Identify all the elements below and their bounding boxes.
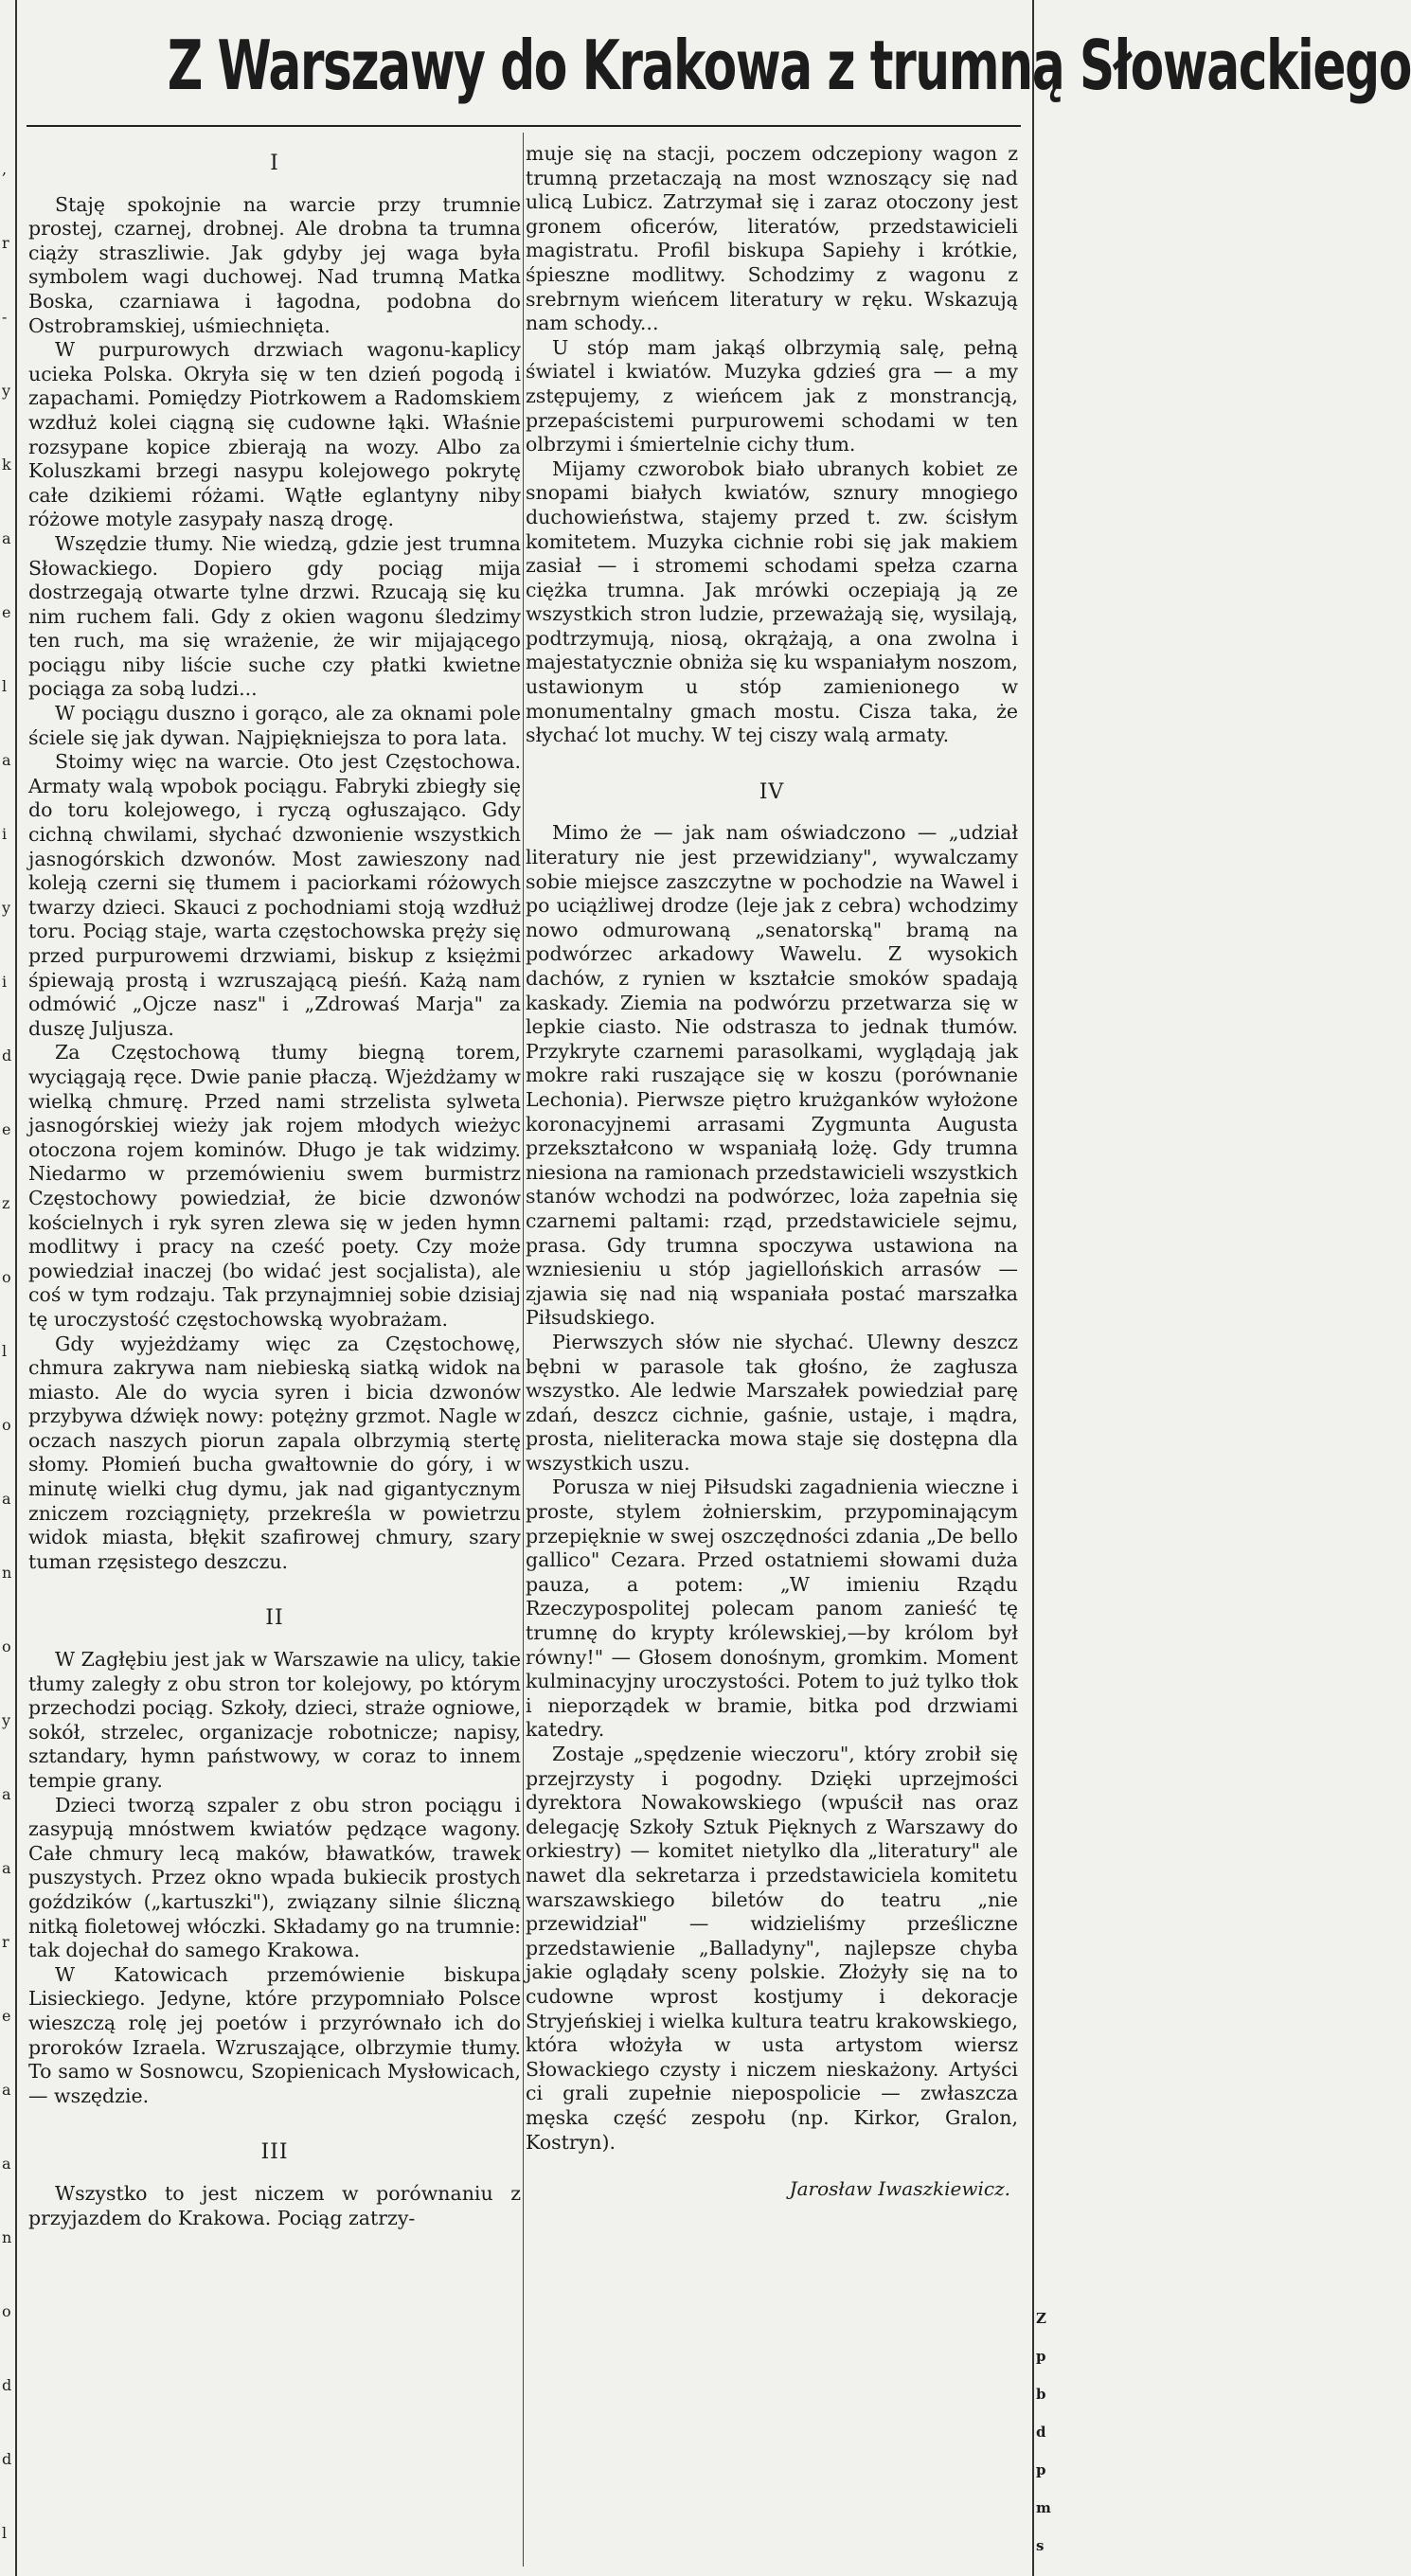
cropped-letter: a <box>2 1859 11 1877</box>
cropped-letter: o <box>2 1416 11 1434</box>
author-signature: Jarosław Iwaszkiewicz. <box>789 2177 1010 2201</box>
paragraph: Wszędzie tłumy. Nie wiedzą, gdzie jest trumna Słowackiego. Dopiero gdy pociąg mija dostrzegają otwarte tylne drzwi. Rzucają się ku nim ruchem fali. Gdy z okien wagonu śledzimy ten ruch, ma się wrażenie, że wir mijającego pociągu niby liście suche czy płatki kwietne pociąga za sobą ludzi... <box>28 531 521 701</box>
paragraph: Zostaje „spędzenie wieczoru", który zrobił się przejrzysty i pogodny. Dzięki uprzejmości dyrektora Nowakowskiego (wpuścił nas oraz delegację Szkoły Sztuk Pięknych z Warszawy do orkiestry) — komitet nietylko dla „literatury" ale nawet dla sekretarza i przedstawiciela komitetu warszawskiego biletów do teatru „nie przewidział" — widzieliśmy prześliczne przedstawienie „Balladyny", najlepsze chyba jakie oglądały sceny polskie. Złożyły się na to cudowne wprost kostjumy i dekoracje Stryjeńskiej i wielka kultura teatru krakowskiego, która włożyła w usta artystom wiersz Słowackiego czysty i niczem nieskażony. Artyści ci grali zupełnie niepospolicie — zwłaszcza męska część zespołu (np. Kirkor, Gralon, Kostryn). <box>526 1743 1018 2154</box>
cropped-letter: y <box>2 899 11 917</box>
cropped-letter: e <box>2 603 11 621</box>
cropped-letter: y <box>2 1711 11 1729</box>
cropped-letter: , <box>2 160 8 178</box>
cropped-letter: d <box>1036 2424 1046 2441</box>
cropped-letter: a <box>2 1785 11 1803</box>
cropped-letter: s <box>1036 2537 1045 2554</box>
left-margin-cropped-column <box>0 0 17 2576</box>
paragraph: W purpurowych drzwiach wagonu-kaplicy ucieka Polska. Okryła się w ten dzień pogodą i zapachami. Pomiędzy Piotrkowem a Radomskiem wzdłuż kolei ciągną się cudowne łąki. Właśnie rozsypane kopice zbierają na wozy. Albo za Koluszkami brzegi nasypu kolejowego pokrytę całe dzikiemi różami. Wątłe eglantyny niby różowe motyle zasypały naszą drogę. <box>28 338 521 531</box>
section-heading-3: III <box>260 2140 289 2165</box>
cropped-letter: d <box>2 2450 12 2468</box>
cropped-letter: a <box>2 751 11 769</box>
paragraph: W Zagłębiu jest jak w Warszawie na ulicy, takie tłumy zaległy z obu stron tor kolejowy, po którym przechodzi pociąg. Szkoły, dzieci, straże ogniowe, sokół, strzelec, organizacje robotnicze; napisy, sztandary, hymn państwowy, w coraz to innem tempie grany. <box>28 1648 521 1792</box>
cropped-letter: i <box>2 825 8 843</box>
cropped-letter: l <box>2 2524 8 2542</box>
paragraph: Wszystko to jest niczem w porównaniu z przyjazdem do Krakowa. Pociąg zatrzy- <box>28 2181 521 2229</box>
paragraph-continued: muje się na stacji, poczem odczepiony wagon z trumną przetaczają na most wznoszący się nad ulicą Lubicz. Zatrzymał się i zaraz otoczony jest gronem oficerów, literatów, przedstawicieli magistratu. Profil biskupa Sapiehy i krótkie, śpieszne modlitwy. Schodzimy z wagonu z srebrnym wieńcem literatury w ręku. Wskazują nam schody... <box>526 142 1018 335</box>
right-column <box>526 142 1018 2576</box>
cropped-letter: a <box>2 2155 11 2173</box>
cropped-letter: y <box>2 382 11 400</box>
cropped-letter: d <box>2 2376 12 2394</box>
section-heading-2: II <box>265 1606 284 1631</box>
paragraph: Porusza w niej Piłsudski zagadnienia wieczne i proste, stylem żołnierskim, przypominającym przepięknie w swej oszczędności zdania „De bello gallico" Cezara. Przed ostatniemi słowami duża pauza, a potem: „W imieniu Rządu Rzeczypospolitej polecam panom zanieść tę trumnę do krypty królewskiej,—by królom był równy!" — Głosem donośnym, gromkim. Moment kulminacyjny uroczystości. Potem to już tylko tłok i nieporządek w bramie, bitka pod drzwiami katedry. <box>526 1476 1018 1742</box>
cropped-letter: l <box>2 677 8 695</box>
title-rule <box>27 125 1021 127</box>
cropped-letter: z <box>2 1194 10 1212</box>
paragraph: Dzieci tworzą szpaler z obu stron pociągu i zasypują mnóstwem kwiatów pędzące wagony. Całe chmury lecą maków, bławatków, trawek puszystych. Przez okno wpada bukiecik prostych goździków („kartuszki"), związany silnie śliczną nitką fioletowej włóczki. Składamy go na trumnie: tak dojechał do samego Krakowa. <box>28 1793 521 1962</box>
paragraph: Mimo że — jak nam oświadczono — „udział literatury nie jest przewidziany", wywalczamy sobie miejsce zaszczytne w pochodzie na Wawel i po uciążliwej drodze (leje jak z cebra) wchodzimy nowo odmurowaną „senatorską" bramą na podwórzec arkadowy Wawelu. Z wysokich dachów, z rynien w kształcie smoków spadają kaskady. Ziemia na podwórzu przetwarza się w lepkie ciasto. Nie odstrasza to jednak tłumów. Przykryte czarnemi parasolkami, wyglądają jak mokre raki ruszające się w koszu (porównanie Lechonia). Pierwsze piętro krużganków wyłożone koronacyjnemi arrasami Zygmunta Augusta przekształcono w wspaniałą lożę. Gdy trumna niesiona na ramionach przedstawicieli wszystkich stanów wchodzi na podwórzec, loża zapełnia się czarnemi paltami: rząd, przedstawiciele sejmu, prasa. Gdy trumna spoczywa ustawiona na wzniesieniu u stóp jagiellońskich arrasów — zjawia się nad nią wspaniała postać marszałka Piłsudskiego. <box>526 821 1018 1330</box>
left-column <box>28 142 521 2576</box>
cropped-letter: e <box>2 1120 11 1138</box>
cropped-letter: o <box>2 2302 11 2320</box>
cropped-letter: m <box>1036 2499 1051 2516</box>
cropped-letter: l <box>2 1342 8 1360</box>
cropped-letter: i <box>2 973 8 991</box>
cropped-letter: o <box>2 1637 11 1655</box>
cropped-letter: n <box>2 2228 12 2246</box>
paragraph: W pociągu duszno i gorąco, ale za oknami pole ściele się jak dywan. Najpiękniejsza to pora lata. <box>28 702 521 749</box>
cropped-letter: o <box>2 1268 11 1286</box>
cropped-letter: b <box>1036 2386 1046 2403</box>
cropped-letter: a <box>2 2081 11 2099</box>
cropped-letter: n <box>2 1564 12 1582</box>
cropped-letter: p <box>1036 2348 1046 2365</box>
paragraph: U stóp mam jakąś olbrzymią salę, pełną światel i kwiatów. Muzyka gdzieś gra — a my zstępujemy, z wieńcem jak z monstrancją, przepaścistemi purpurowemi schodami w ten olbrzymi i śmiertelnie cichy tłum. <box>526 335 1018 456</box>
cropped-letter: - <box>2 308 8 326</box>
column-divider <box>523 133 524 2567</box>
paragraph: Pierwszych słów nie słychać. Ulewny deszcz bębni w parasole tak głośno, że zagłusza wszystko. Ale ledwie Marszałek powiedział parę zdań, deszcz cichnie, gaśnie, ustaje, i mądra, prosta, nieliteracka mowa staje się dostępna dla wszystkich uszu. <box>526 1330 1018 1475</box>
cropped-letter: a <box>2 1490 11 1508</box>
paragraph: Gdy wyjeżdżamy więc za Częstochowę, chmura zakrywa nam niebieską siatką widok na miasto. Ale do wycia syren i bicia dzwonów przybywa dźwięk nowy: potężny grzmot. Nagle w oczach naszych piorun zapala olbrzymią stertę słomy. Płomień bucha gwałtownie do góry, i w minutę wielki cług dymu, jak nad gigantycznym zniczem rozciągnięty, przekreśla w powietrzu widok miasta, błękit szafirowej chmury, szary tuman rzęsistego deszczu. <box>28 1332 521 1573</box>
cropped-letter: r <box>2 234 9 252</box>
cropped-letter: p <box>1036 2461 1046 2478</box>
right-margin-cropped-column <box>1032 0 1051 2576</box>
cropped-letter: a <box>2 529 11 547</box>
paragraph: Staję spokojnie na warcie przy trumnie prostej, czarnej, drobnej. Ale drobna ta trumna ciąży straszliwie. Jak gdyby jej waga była symbolem wagi duchowej. Nad trumną Matka Boska, czarniawa i łagodna, podobna do Ostrobramskiej, uśmiechnięta. <box>28 192 521 337</box>
paragraph: W Katowicach przemówienie biskupa Lisieckiego. Jedyne, które przypomniało Polsce wieszczą rolę jej poetów i przyrównało ich do proroków Izraela. Wzruszające, olbrzymie tłumy. To samo w Sosnowcu, Szopienicach Mysłowicach, — wszędzie. <box>28 1962 521 2107</box>
paragraph: Mijamy czworobok biało ubranych kobiet ze snopami białych kwiatów, sznury mnogiego duchowieństwa, stajemy przed t. zw. ścisłym komitetem. Muzyka cichnie robi się jak makiem zasiał — i stromemi schodami spełza czarna ciężka trumna. Jak mrówki oczepiają ją ze wszystkich stron ludzie, przeważają się, wysilają, podtrzymują, niosą, okrążają, a ona zwolna i majestatycznie obniża się ku wspaniałym noszom, ustawionym u stóp zamienionego w monumentalny gmach mostu. Cisza taka, że słychać lot muchy. W tej ciszy walą armaty. <box>526 456 1018 747</box>
cropped-letter: Z <box>1036 2310 1046 2327</box>
cropped-letter: e <box>2 2007 11 2025</box>
paragraph: Za Częstochową tłumy biegną torem, wyciągają ręce. Dwie panie płaczą. Wjeżdżamy w wielką chmurę. Przed nami strzelista sylweta jasnogórskiej wieży jak rojem młodych wieżyc otoczona rojem kominów. Długo je tak widzimy. Niedarmo w przemówieniu swem burmistrz Częstochowy powiedział, że bicie dzwonów kościelnych i ryk syren zlewa się w jeden hymn modlitwy i pracy na cześć poety. Czy może powiedział inaczej (bo widać jest socjalista), ale coś w tym rodzaju. Tak przynajmniej sobie dzisiaj tę uroczystość częstochowską wyobrażam. <box>28 1041 521 1331</box>
section-heading-4: IV <box>759 779 785 804</box>
cropped-letter: r <box>2 1933 9 1951</box>
cropped-letter: d <box>2 1046 12 1064</box>
article-title: Z Warszawy do Krakowa z trumną Słowackiego <box>167 26 1411 105</box>
paragraph: Stoimy więc na warcie. Oto jest Częstochowa. Armaty walą wpobok pociągu. Fabryki zbiegły się do toru kolejowego, i ryczą ogłuszająco. Gdy cichną chwilami, słychać dzwonienie wszystkich jasnogórskich dzwonów. Most zawieszony nad koleją czerni się tłumem i paciorkami różowych twarzy dzieci. Skauci z pochodniami stoją wzdłuż toru. Pociąg staje, warta częstochowska pręży się przed purpurowemi drzwiami, biskup z księżmi śpiewają prostą i wzruszającą pieśń. Każą nam odmówić „Ojcze nasz" i „Zdrowaś Marja" za duszę Juljusza. <box>28 750 521 1040</box>
cropped-letter: k <box>2 456 11 474</box>
section-heading-1: I <box>270 152 279 175</box>
